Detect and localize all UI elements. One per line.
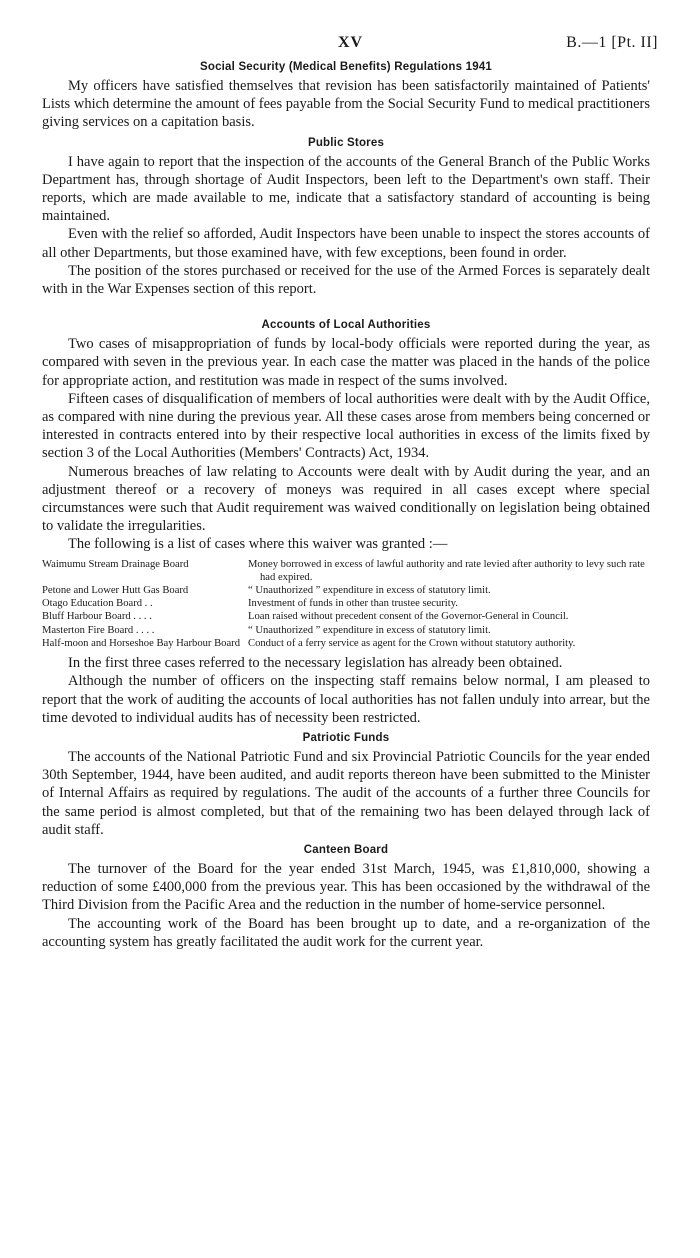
case-body-name: Bluff Harbour Board . . . . bbox=[42, 611, 152, 623]
paragraph: Two cases of misappropriation of funds by local-body officials were reported during the year, as compared with seven in the previous year. In each case the matter was placed in the hands of the police for appropriate action, and restitution was made in respect of the sums involved. bbox=[42, 336, 650, 389]
section-heading-social-security: Social Security (Medical Benefits) Regulations 1941 bbox=[199, 61, 493, 73]
case-body-name: Otago Education Board . . bbox=[42, 598, 153, 610]
waiver-case bbox=[42, 597, 650, 610]
page-number: XV bbox=[338, 34, 364, 51]
case-description: Loan raised without precedent consent of the Governor-General in Council. bbox=[248, 611, 569, 623]
paragraph: Although the number of officers on the inspecting staff remains below normal, I am pleased to report that the work of auditing the accounts of local authorities has not fallen unduly into arrear, but the time devoted to individual audits has of necessity been restricted. bbox=[42, 673, 650, 726]
case-body-name: Waimumu Stream Drainage Board bbox=[42, 558, 189, 570]
paragraph: The position of the stores purchased or received for the use of the Armed Forces is separately dealt with in the War Expenses section of this report. bbox=[42, 262, 650, 298]
paragraph: The turnover of the Board for the year ended 31st March, 1945, was £1,810,000, showing a reduction of some £400,000 from the previous year. This has been occasioned by the withdrawal of the Third Division from the Pacific Area and the reduction in the number of home-service personnel. bbox=[42, 860, 650, 914]
case-description: Money borrowed in excess of lawful authority and rate levied after authority to levy such rate had expired. bbox=[248, 558, 645, 583]
waiver-case bbox=[42, 558, 650, 584]
paragraph: Fifteen cases of disqualification of members of local authorities were dealt with by the Audit Office, as compared with nine during the previous year. All these cases arose from members being concerned or interested in contracts entered into by their respective local authorities in excess of the limits fixed by section 3 of the Local Authorities (Members' Contracts) Act, 1934. bbox=[42, 390, 650, 462]
section-heading-public-stores: Public Stores bbox=[307, 136, 385, 149]
case-body-name: Petone and Lower Hutt Gas Board bbox=[42, 585, 189, 597]
waiver-case bbox=[42, 610, 650, 623]
waiver-case bbox=[42, 637, 650, 650]
paragraph: In the first three cases referred to the necessary legislation has already been obtained. bbox=[68, 655, 563, 672]
document-page bbox=[42, 34, 658, 951]
paragraph: I have again to report that the inspection of the accounts of the General Branch of the Public Works Department has, through shortage of Audit Inspectors, been left to the Department's own staff. Their reports, which are made available to me, indicate that a satisfactory standard of accounting is being maintained. bbox=[42, 153, 650, 225]
page-header bbox=[42, 34, 658, 56]
document-reference: B.—1 [Pt. II] bbox=[566, 34, 658, 51]
case-description: Investment of funds in other than trustee security. bbox=[248, 598, 458, 610]
paragraph: Even with the relief so afforded, Audit Inspectors have been unable to inspect the stores accounts of all other Departments, but those examined have, with few exceptions, been found in order. bbox=[42, 226, 650, 261]
paragraph: The accounts of the National Patriotic Fund and six Provincial Patriotic Councils for the year ended 30th September, 1944, have been audited, and audit reports thereon have been submitted to the Minister of Internal Affairs as required by regulations. The audit of the accounts of a further three Councils for the same period is almost completed, but that of the remaining two has been delayed through lack of audit staff. bbox=[42, 748, 650, 838]
paragraph: The accounting work of the Board has been brought up to date, and a re-organization of the accounting system has greatly facilitated the audit work for the current year. bbox=[42, 915, 650, 950]
case-description: “ Unauthorized ” expenditure in excess of statutory limit. bbox=[248, 624, 491, 636]
paragraph: The following is a list of cases where this waiver was granted :— bbox=[68, 536, 448, 553]
case-description: “ Unauthorized ” expenditure in excess of statutory limit. bbox=[248, 585, 491, 597]
section-heading-local-authorities: Accounts of Local Authorities bbox=[261, 319, 431, 332]
waiver-case bbox=[42, 584, 650, 597]
waiver-cases-list bbox=[42, 558, 650, 650]
case-body-name: Masterton Fire Board . . . . bbox=[42, 624, 155, 636]
section-heading-patriotic-funds: Patriotic Funds bbox=[302, 731, 390, 744]
section-heading-canteen-board: Canteen Board bbox=[303, 843, 389, 856]
case-body-name: Half-moon and Horseshoe Bay Harbour Board bbox=[42, 637, 240, 649]
paragraph: My officers have satisfied themselves that revision has been satisfactorily maintained of Patients' Lists which determine the amount of fees payable from the Social Security Fund to medical practitioners giving services on a capitation basis. bbox=[42, 78, 650, 131]
waiver-case bbox=[42, 624, 650, 637]
paragraph: Numerous breaches of law relating to Accounts were dealt with by Audit during the year, and an adjustment thereof or a recovery of moneys was required in all cases except where special circumstances were such that Audit requirement was waived conditionally on legislation being obtained to validate the irregularities. bbox=[42, 463, 650, 535]
case-description: Conduct of a ferry service as agent for the Crown without statutory authority. bbox=[248, 637, 576, 649]
